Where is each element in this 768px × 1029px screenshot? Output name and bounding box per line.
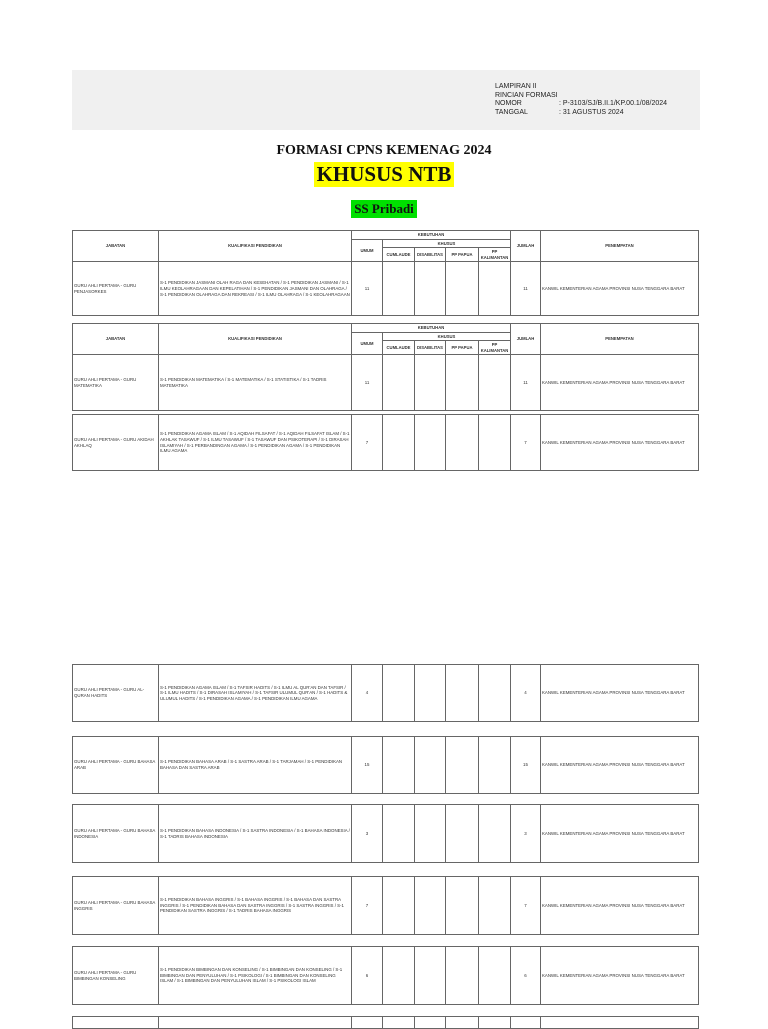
- cell-jabatan: GURU AHLI PERTAMA - GURU MATEMATIKA: [73, 355, 159, 411]
- cell-cumlaude: [383, 665, 415, 722]
- header-umum: UMUM: [352, 332, 383, 355]
- cell-pp-papua: [446, 415, 479, 471]
- cell-penempatan: KANWIL KEMENTERIAN AGAMA PROVINSI NUSA TENGGARA BARAT: [541, 877, 699, 935]
- cell-umum: 7: [352, 415, 383, 471]
- header-disabilitas: DISABILITAS: [415, 248, 446, 262]
- cell-disabilitas: [415, 415, 446, 471]
- cell-cumlaude: [383, 805, 415, 863]
- cell-umum: 4: [352, 665, 383, 722]
- cell-disabilitas: [415, 355, 446, 411]
- cell-penempatan: KANWIL KEMENTERIAN AGAMA PROVINSI NUSA TENGGARA BARAT: [541, 355, 699, 411]
- cell-pp-kalimantan: [479, 355, 511, 411]
- cell-disabilitas: [415, 737, 446, 794]
- cell-pp-papua: [446, 737, 479, 794]
- header-penempatan: PENEMPATAN: [541, 231, 699, 262]
- cell-pp-papua: [446, 877, 479, 935]
- cell-jabatan: GURU AHLI PERTAMA - GURU BAHASA ARAB: [73, 737, 159, 794]
- cell-jumlah: 7: [511, 415, 541, 471]
- header-jabatan: JABATAN: [73, 231, 159, 262]
- cell-penempatan: KANWIL KEMENTERIAN AGAMA PROVINSI NUSA TENGGARA BARAT: [541, 737, 699, 794]
- cell-jabatan: GURU AHLI PERTAMA - GURU AL-QURAN HADITS: [73, 665, 159, 722]
- tanggal-label: TANGGAL: [495, 108, 528, 116]
- cell-disabilitas: [415, 947, 446, 1005]
- cell-jumlah: 7: [511, 877, 541, 935]
- page-title: FORMASI CPNS KEMENAG 2024: [276, 143, 492, 158]
- lampiran-label: LAMPIRAN II: [495, 83, 537, 90]
- header-pp-papua: PP PAPUA: [446, 248, 479, 262]
- region-title: KHUSUS NTB: [314, 162, 455, 187]
- cell-pp-papua: [446, 805, 479, 863]
- header-pp-kalimantan: PP KALIMANTAN: [479, 248, 511, 262]
- header-cumlaude: CUMLAUDE: [383, 341, 415, 355]
- cell-kualifikasi: S-1 PENDIDIKAN AGAMA ISLAM / S-1 TAFSIR HADITS / S-1 ILMU AL QUR'AN DAN TAFSIR / S-1 ILMU HADITS / S-1 DIRASAH ISLAMIYAH / S-1 TAFSIR ULUMUL QUR'AN / S-1 HADITS & ULUMUL HADITS / S-1 PENDIDIKAN AGAMA / S-1 PENDIDIKAN ILMU AGAMA: [159, 665, 352, 722]
- section-title: SS Pribadi: [351, 200, 417, 218]
- cell-cumlaude: [383, 947, 415, 1005]
- cell-umum: 7: [352, 877, 383, 935]
- header-pp-papua: PP PAPUA: [446, 341, 479, 355]
- formasi-table: [72, 736, 699, 794]
- cell-umum: 3: [352, 805, 383, 863]
- header-kualifikasi: KUALIFIKASI PENDIDIKAN: [159, 231, 352, 262]
- cell-disabilitas: [415, 262, 446, 316]
- cell-pp-kalimantan: [479, 947, 511, 1005]
- header-jumlah: JUMLAH: [511, 324, 541, 355]
- cell-jabatan: GURU AHLI PERTAMA - GURU BIMBINGAN KONSELING: [73, 947, 159, 1005]
- header-pp-kalimantan: PP KALIMANTAN: [479, 341, 511, 355]
- table-row: [73, 737, 699, 794]
- table-row: [73, 947, 699, 1005]
- formasi-table: [72, 664, 699, 722]
- cell-pp-papua: [446, 355, 479, 411]
- cell-disabilitas: [415, 665, 446, 722]
- cell-umum: 11: [352, 262, 383, 316]
- cell-jabatan: GURU AHLI PERTAMA - GURU BAHASA INDONESIA: [73, 805, 159, 863]
- formasi-table: [72, 230, 699, 316]
- formasi-table: [72, 323, 699, 411]
- cell-disabilitas: [415, 877, 446, 935]
- table-row: [73, 665, 699, 722]
- cell-jumlah: 15: [511, 737, 541, 794]
- cell-pp-papua: [446, 665, 479, 722]
- formasi-table: [72, 804, 699, 863]
- cell-jabatan: GURU AHLI PERTAMA - GURU AKIDAH AKHLAQ: [73, 415, 159, 471]
- cell-jumlah: 11: [511, 355, 541, 411]
- letter-reference: [495, 83, 667, 117]
- cell-penempatan: KANWIL KEMENTERIAN AGAMA PROVINSI NUSA TENGGARA BARAT: [541, 665, 699, 722]
- cell-cumlaude: [383, 415, 415, 471]
- cell-pp-kalimantan: [479, 262, 511, 316]
- cell-kualifikasi: S-1 PENDIDIKAN BAHASA INDONESIA / S-1 SASTRA INDONESIA / S-1 BAHASA INDONESIA / S-1 TADRIS BAHASA INDONESIA: [159, 805, 352, 863]
- table-row: [73, 877, 699, 935]
- cell-pp-kalimantan: [479, 805, 511, 863]
- cell-disabilitas: [415, 805, 446, 863]
- cell-cumlaude: [383, 355, 415, 411]
- table-row: [73, 262, 699, 316]
- header-kebutuhan: KEBUTUHAN: [352, 324, 511, 333]
- header-khusus: KHUSUS: [383, 239, 511, 248]
- cell-penempatan: KANWIL KEMENTERIAN AGAMA PROVINSI NUSA TENGGARA BARAT: [541, 805, 699, 863]
- cell-umum: 15: [352, 737, 383, 794]
- cell-cumlaude: [383, 877, 415, 935]
- formasi-table: [72, 946, 699, 1005]
- formasi-table: [72, 1016, 699, 1029]
- cell-pp-papua: [446, 262, 479, 316]
- cell-umum: 6: [352, 947, 383, 1005]
- cell-kualifikasi: S-1 PENDIDIKAN AGAMA ISLAM / S-1 AQIDAH FILSAFAT / S-1 AQIDAH FILSAFAT ISLAM / S-1 AKHLAK TASAWUF / S-1 ILMU TASAWUF / S-1 TASAWUF DAN PSIKOTERAPI / S-1 DIRASAH ISLAMIYAH / S-1 PERBANDINGAN AGAMA / S-1 PENDIDIKAN AGAMA / S-1 PENDIDIKAN ILMU AGAMA: [159, 415, 352, 471]
- formasi-table: [72, 414, 699, 471]
- cell-penempatan: KANWIL KEMENTERIAN AGAMA PROVINSI NUSA TENGGARA BARAT: [541, 947, 699, 1005]
- header-kebutuhan: KEBUTUHAN: [352, 231, 511, 240]
- header-disabilitas: DISABILITAS: [415, 341, 446, 355]
- cell-cumlaude: [383, 737, 415, 794]
- header-penempatan: PENEMPATAN: [541, 324, 699, 355]
- cell-kualifikasi: S-1 PENDIDIKAN JASMANI OLAH RAGA DAN KESEHATAN / S-1 PENDIDIKAN JASMANI / S-1 ILMU KEOLAHRAGAAN DAN KEPELATIHAN / S-1 PENDIDIKAN JASMANI DAN OLAHRAGA / S-1 PENDIDIKAN OLAHRAGA DAN REKREASI / S-1 ILMU OLAHRAGA / S-1 KEOLAHRAGAAN: [159, 262, 352, 316]
- cell-jumlah: 11: [511, 262, 541, 316]
- cell-jabatan: GURU AHLI PERTAMA - GURU BAHASA INGGRIS: [73, 877, 159, 935]
- header-kualifikasi: KUALIFIKASI PENDIDIKAN: [159, 324, 352, 355]
- cell-pp-kalimantan: [479, 665, 511, 722]
- header-umum: UMUM: [352, 239, 383, 262]
- table-row: [73, 805, 699, 863]
- cell-kualifikasi: S-1 PENDIDIKAN MATEMATIKA / S-1 MATEMATIKA / S-1 STATISTIKA / S-1 TADRIS MATEMATIKA: [159, 355, 352, 411]
- cell-cumlaude: [383, 262, 415, 316]
- cell-jumlah: 6: [511, 947, 541, 1005]
- header-cumlaude: CUMLAUDE: [383, 248, 415, 262]
- cell-kualifikasi: S-1 PENDIDIKAN BAHASA INGGRIS / S-1 BAHASA INGGRIS / S-1 BAHASA DAN SASTRA INGGRIS / S-1 PENDIDIKAN BAHASA DAN SASTRA INGGRIS / S-1 SASTRA INGGRIS / S-1 PENDIDIKAN SASTRA INGGRIS / S-1 TADRIS BAHASA INGGRIS: [159, 877, 352, 935]
- tanggal-value: : 31 AGUSTUS 2024: [559, 108, 624, 116]
- cell-pp-kalimantan: [479, 877, 511, 935]
- cell-umum: 11: [352, 355, 383, 411]
- cell-pp-kalimantan: [479, 415, 511, 471]
- nomor-label: NOMOR: [495, 100, 522, 107]
- cell-jumlah: 3: [511, 805, 541, 863]
- cell-pp-papua: [446, 947, 479, 1005]
- header-jumlah: JUMLAH: [511, 231, 541, 262]
- formasi-table: [72, 876, 699, 935]
- cell-penempatan: KANWIL KEMENTERIAN AGAMA PROVINSI NUSA TENGGARA BARAT: [541, 415, 699, 471]
- cell-pp-kalimantan: [479, 737, 511, 794]
- table-row: [73, 1017, 699, 1029]
- header-khusus: KHUSUS: [383, 332, 511, 341]
- header-jabatan: JABATAN: [73, 324, 159, 355]
- table-row: [73, 355, 699, 411]
- rincian-label: RINCIAN FORMASI: [495, 91, 558, 99]
- cell-kualifikasi: S-1 PENDIDIKAN BAHASA ARAB / S-1 SASTRA ARAB / S-1 TARJAMAH / S-1 PENDIDIKAN BAHASA DAN SASTRA ARAB: [159, 737, 352, 794]
- nomor-value: : P-3103/SJ/B.II.1/KP.00.1/08/2024: [559, 100, 668, 107]
- table-row: [73, 415, 699, 471]
- cell-jabatan: GURU AHLI PERTAMA - GURU PENJASORKES: [73, 262, 159, 316]
- cell-jumlah: 4: [511, 665, 541, 722]
- cell-kualifikasi: S-1 PENDIDIKAN BIMBINGAN DAN KONSELING / S-1 BIMBINGAN DAN KONSELING / S-1 BIMBINGAN DAN PENYULUHAN / S-1 PSIKOLOGI / S-1 BIMBINGAN DAN KONSELING ISLAM / S-1 BIMBINGAN DAN PENYULUHAN ISLAM / S-1 PSIKOLOGI ISLAM: [159, 947, 352, 1005]
- cell-penempatan: KANWIL KEMENTERIAN AGAMA PROVINSI NUSA TENGGARA BARAT: [541, 262, 699, 316]
